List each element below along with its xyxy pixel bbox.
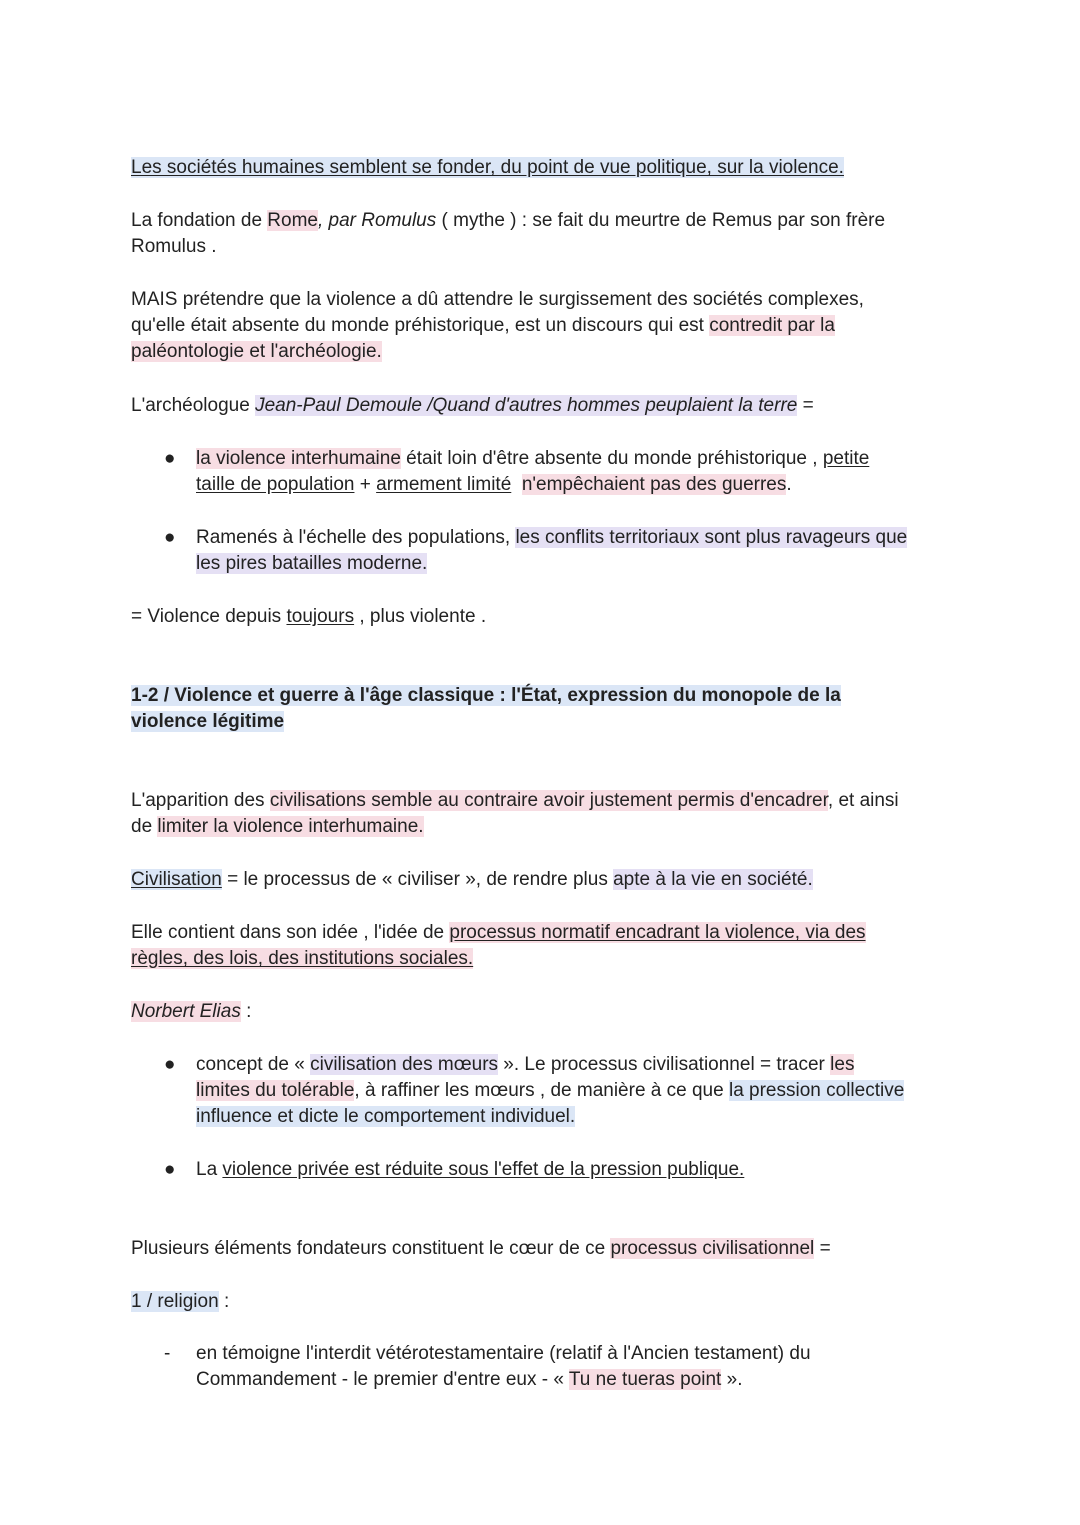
contredit-highlight: contredit par la <box>709 315 835 336</box>
underlined-text: taille de population <box>196 474 355 495</box>
violence-interhumaine-highlight: la violence interhumaine <box>196 448 401 469</box>
text-span: L'archéologue <box>131 395 256 416</box>
intro-sentence-text: Les sociétés humaines semblent se fonder, du point de vue politique, sur la violence. <box>131 157 844 178</box>
heading-line: 1-2 / Violence et guerre à l'âge classique : l'État, expression du monopole de la <box>131 685 841 706</box>
text-span: Romulus . <box>131 236 217 257</box>
processus-civilisationnel-highlight: processus civilisationnel <box>610 1238 815 1259</box>
limiter-highlight: limiter la violence interhumaine. <box>157 816 424 837</box>
demoule-highlight: Jean-Paul Demoule /Quand d'autres hommes peuplaient la terre <box>255 395 798 416</box>
bullet-icon: ● <box>164 527 176 548</box>
text-span: = Violence depuis <box>131 606 287 627</box>
processus-highlight: processus normatif encadrant la violence, via des <box>449 922 866 943</box>
underlined-text: armement limité <box>376 474 512 495</box>
text-span: = le processus de « civiliser », de rendre plus <box>221 869 614 890</box>
text-span: Plusieurs éléments fondateurs constituent le cœur de ce <box>131 1238 611 1259</box>
text-span: + <box>354 474 377 495</box>
bullet-icon: ● <box>164 448 176 469</box>
text-span: , et ainsi <box>827 790 899 811</box>
tueras-highlight: Tu ne tueras point <box>568 1369 722 1390</box>
batailles-highlight: les pires batailles moderne. <box>196 553 428 574</box>
text-span: ». Le processus civilisationnel = tracer <box>498 1054 831 1075</box>
dash-item-commandement <box>196 1341 956 1393</box>
guerres-highlight: n'empêchaient pas des guerres <box>521 474 787 495</box>
heading-line: violence légitime <box>131 711 285 732</box>
apparition-paragraph <box>131 788 951 840</box>
underlined-text: violence privée est réduite sous l'effet de la pression publique. <box>222 1159 745 1180</box>
text-span: Elle contient dans son idée , l'idée de <box>131 922 450 943</box>
text-span: en témoigne l'interdit vétérotestamentaire (relatif à l'Ancien testament) du <box>196 1343 811 1364</box>
religion-highlight: 1 / religion <box>131 1291 219 1312</box>
regles-highlight: règles, des lois, des institutions sociales. <box>131 948 474 969</box>
text-span: était loin d'être absente du monde préhistorique , <box>400 448 823 469</box>
religion-label <box>131 1289 951 1315</box>
text-span: ( mythe ) : se fait du meurtre de Remus par son frère <box>436 210 886 231</box>
civilisation-definition <box>131 867 951 893</box>
pression-highlight: la pression collective <box>728 1080 905 1101</box>
text-span: Ramenés à l'échelle des populations, <box>196 527 516 548</box>
processus-paragraph <box>131 920 951 972</box>
bullet-icon: ● <box>164 1054 176 1075</box>
paleontologie-highlight: paléontologie et l'archéologie. <box>131 341 382 362</box>
text-span: , plus violente . <box>354 606 487 627</box>
text-span: de <box>131 816 158 837</box>
bullet-item-civilisation-moeurs <box>196 1052 956 1130</box>
text-span: : <box>218 1291 230 1312</box>
bullet-item-violence-privee <box>196 1157 956 1183</box>
rome-paragraph <box>131 208 951 260</box>
conflits-highlight: les conflits territoriaux sont plus ravageurs que <box>515 527 908 548</box>
comportement-highlight: influence et dicte le comportement individuel. <box>196 1106 576 1127</box>
text-span: L'apparition des <box>131 790 270 811</box>
text-span: = <box>814 1238 831 1259</box>
text-span: : <box>240 1001 252 1022</box>
text-span: ». <box>721 1369 743 1390</box>
elements-paragraph <box>131 1236 951 1262</box>
text-span: . <box>786 474 792 495</box>
text-span: , par Romulus <box>317 210 437 231</box>
intro-sentence <box>131 155 951 181</box>
bullet-item-violence <box>196 446 956 498</box>
apte-highlight: apte à la vie en société. <box>613 869 813 890</box>
bullet-item-conflits <box>196 525 956 577</box>
text-span: MAIS prétendre que la violence a dû attendre le surgissement des sociétés complexes, <box>131 289 864 310</box>
tolerable-highlight: limites du tolérable <box>196 1080 355 1101</box>
civilisation-term: Civilisation <box>131 869 222 890</box>
mais-paragraph <box>131 287 951 365</box>
conclusion-line <box>131 604 951 630</box>
text-span: concept de « <box>196 1054 311 1075</box>
text-span <box>511 474 522 495</box>
text-span: La <box>196 1159 223 1180</box>
bullet-icon: ● <box>164 1159 176 1180</box>
underlined-text: petite <box>822 448 870 469</box>
archeologue-paragraph <box>131 393 951 419</box>
text-span: La fondation de <box>131 210 268 231</box>
rome-highlight: Rome <box>267 210 318 231</box>
elias-label <box>131 999 951 1025</box>
les-highlight: les <box>830 1054 855 1075</box>
section-heading <box>131 683 951 735</box>
underlined-text: toujours <box>286 606 355 627</box>
text-span: , à raffiner les mœurs , de manière à ce que <box>354 1080 729 1101</box>
civilisations-highlight: civilisations semble au contraire avoir justement permis d'encadrer <box>269 790 828 811</box>
text-span: = <box>797 395 814 416</box>
elias-highlight: Norbert Elias <box>131 1001 241 1022</box>
text-span: Commandement - le premier d'entre eux - « <box>196 1369 569 1390</box>
dash-icon: - <box>164 1343 171 1364</box>
moeurs-highlight: civilisation des mœurs <box>310 1054 499 1075</box>
text-span: qu'elle était absente du monde préhistorique, est un discours qui est <box>131 315 710 336</box>
